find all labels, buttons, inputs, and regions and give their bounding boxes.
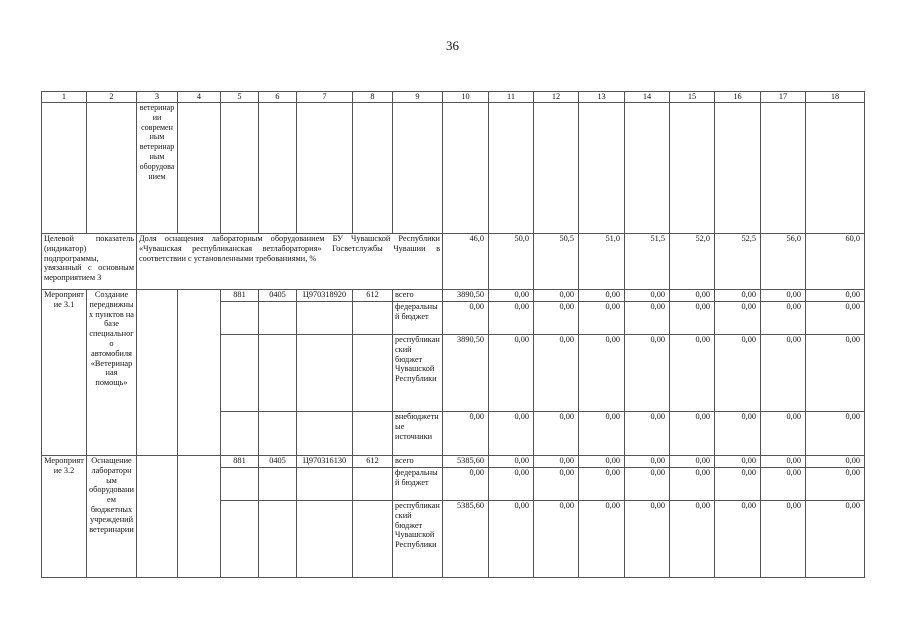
funding-source: всего — [393, 290, 443, 302]
funding-value: 0,00 — [670, 468, 715, 501]
grbs-code: 881 — [221, 456, 259, 468]
continuation-row — [42, 103, 865, 234]
funding-value: 0,00 — [761, 335, 806, 412]
indicator-row — [42, 234, 865, 290]
funding-total: 3890,50 — [443, 290, 489, 302]
continuation-text: ветеринарии современным ветеринарным оборудованием — [137, 103, 178, 234]
column-number: 17 — [761, 92, 806, 103]
measure-description: Создание передвижных пунктов на базе специального автомобиля «Ветеринарная помощь» — [87, 290, 137, 456]
funding-total: 0,00 — [443, 302, 489, 335]
funding-value: 0,00 — [489, 412, 534, 456]
measure-name: Мероприятие 3.2 — [42, 456, 87, 578]
funding-total: 5385,60 — [443, 501, 489, 578]
indicator-label: Целевой показатель (индикатор) подпрограммы, увязанный с основным мероприятием 3 — [42, 234, 137, 290]
funding-value: 0,00 — [625, 290, 670, 302]
funding-source: всего — [393, 456, 443, 468]
column-number: 12 — [534, 92, 579, 103]
funding-value: 0,00 — [534, 468, 579, 501]
funding-value: 0,00 — [534, 302, 579, 335]
column-number: 5 — [221, 92, 259, 103]
indicator-value: 60,0 — [806, 234, 865, 290]
csr-code: Ц970318920 — [297, 290, 353, 302]
column-number: 15 — [670, 92, 715, 103]
measure-name: Мероприятие 3.1 — [42, 290, 87, 456]
column-number: 3 — [137, 92, 178, 103]
column-number: 16 — [715, 92, 761, 103]
funding-value: 0,00 — [625, 501, 670, 578]
indicator-value: 52,0 — [670, 234, 715, 290]
funding-value: 0,00 — [806, 501, 865, 578]
funding-value: 0,00 — [761, 468, 806, 501]
funding-value: 0,00 — [579, 412, 625, 456]
vr-code: 612 — [353, 456, 393, 468]
funding-value: 0,00 — [761, 412, 806, 456]
indicator-value: 50,5 — [534, 234, 579, 290]
column-number: 14 — [625, 92, 670, 103]
column-number-row — [42, 92, 865, 103]
funding-value: 0,00 — [489, 302, 534, 335]
funding-value: 0,00 — [625, 302, 670, 335]
funding-value: 0,00 — [715, 468, 761, 501]
funding-total: 0,00 — [443, 468, 489, 501]
funding-value: 0,00 — [579, 501, 625, 578]
indicator-value: 52,5 — [715, 234, 761, 290]
column-number: 11 — [489, 92, 534, 103]
indicator-value: 50,0 — [489, 234, 534, 290]
funding-value: 0,00 — [489, 501, 534, 578]
rzpr-code: 0405 — [259, 456, 297, 468]
funding-value: 0,00 — [715, 335, 761, 412]
funding-value: 0,00 — [579, 290, 625, 302]
funding-source: внебюджетные источники — [393, 412, 443, 456]
funding-source: республиканский бюджет Чувашской Республики — [393, 335, 443, 412]
funding-value: 0,00 — [534, 290, 579, 302]
funding-value: 0,00 — [806, 335, 865, 412]
funding-value: 0,00 — [670, 335, 715, 412]
grbs-code: 881 — [221, 290, 259, 302]
funding-source: федеральный бюджет — [393, 302, 443, 335]
funding-value: 0,00 — [670, 302, 715, 335]
funding-value: 0,00 — [715, 456, 761, 468]
funding-value: 0,00 — [806, 302, 865, 335]
vr-code: 612 — [353, 290, 393, 302]
column-number: 1 — [42, 92, 87, 103]
funding-value: 0,00 — [670, 456, 715, 468]
funding-value: 0,00 — [489, 335, 534, 412]
indicator-description: Доля оснащения лабораторным оборудованием БУ Чувашской Республики «Чувашская республиканская ветлаборатория» Госветслужбы Чувашии в соответствии с установленными требованиями, % — [137, 234, 443, 290]
funding-value: 0,00 — [715, 302, 761, 335]
column-number: 10 — [443, 92, 489, 103]
column-number: 4 — [178, 92, 221, 103]
funding-value: 0,00 — [579, 456, 625, 468]
indicator-value: 51,5 — [625, 234, 670, 290]
funding-value: 0,00 — [806, 456, 865, 468]
funding-total: 3890,50 — [443, 335, 489, 412]
indicator-value: 46,0 — [443, 234, 489, 290]
funding-value: 0,00 — [534, 456, 579, 468]
funding-value: 0,00 — [625, 468, 670, 501]
funding-value: 0,00 — [715, 290, 761, 302]
column-number: 13 — [579, 92, 625, 103]
funding-value: 0,00 — [761, 290, 806, 302]
funding-value: 0,00 — [625, 456, 670, 468]
funding-value: 0,00 — [625, 412, 670, 456]
indicator-value: 56,0 — [761, 234, 806, 290]
measure-row — [42, 456, 865, 468]
funding-value: 0,00 — [579, 335, 625, 412]
funding-source: федеральный бюджет — [393, 468, 443, 501]
measure-row — [42, 290, 865, 302]
funding-value: 0,00 — [489, 290, 534, 302]
funding-source: республиканский бюджет Чувашской Республики — [393, 501, 443, 578]
funding-value: 0,00 — [579, 468, 625, 501]
funding-total: 0,00 — [443, 412, 489, 456]
column-number: 6 — [259, 92, 297, 103]
funding-value: 0,00 — [534, 501, 579, 578]
funding-value: 0,00 — [715, 501, 761, 578]
column-number: 18 — [806, 92, 865, 103]
funding-value: 0,00 — [806, 290, 865, 302]
funding-value: 0,00 — [625, 335, 670, 412]
program-table — [41, 91, 865, 578]
measure-description: Оснащение лабораторным оборудованием бюджетных учреждений ветеринарии — [87, 456, 137, 578]
funding-value: 0,00 — [670, 412, 715, 456]
funding-value: 0,00 — [534, 335, 579, 412]
funding-value: 0,00 — [715, 412, 761, 456]
funding-value: 0,00 — [806, 468, 865, 501]
funding-total: 5385,60 — [443, 456, 489, 468]
funding-value: 0,00 — [489, 456, 534, 468]
funding-value: 0,00 — [579, 302, 625, 335]
funding-value: 0,00 — [761, 456, 806, 468]
indicator-value: 51,0 — [579, 234, 625, 290]
funding-value: 0,00 — [761, 501, 806, 578]
funding-value: 0,00 — [534, 412, 579, 456]
column-number: 8 — [353, 92, 393, 103]
rzpr-code: 0405 — [259, 290, 297, 302]
funding-value: 0,00 — [670, 290, 715, 302]
column-number: 2 — [87, 92, 137, 103]
csr-code: Ц970316130 — [297, 456, 353, 468]
funding-value: 0,00 — [670, 501, 715, 578]
column-number: 9 — [393, 92, 443, 103]
funding-value: 0,00 — [489, 468, 534, 501]
funding-value: 0,00 — [761, 302, 806, 335]
funding-value: 0,00 — [806, 412, 865, 456]
page-number: 36 — [446, 38, 459, 53]
column-number: 7 — [297, 92, 353, 103]
